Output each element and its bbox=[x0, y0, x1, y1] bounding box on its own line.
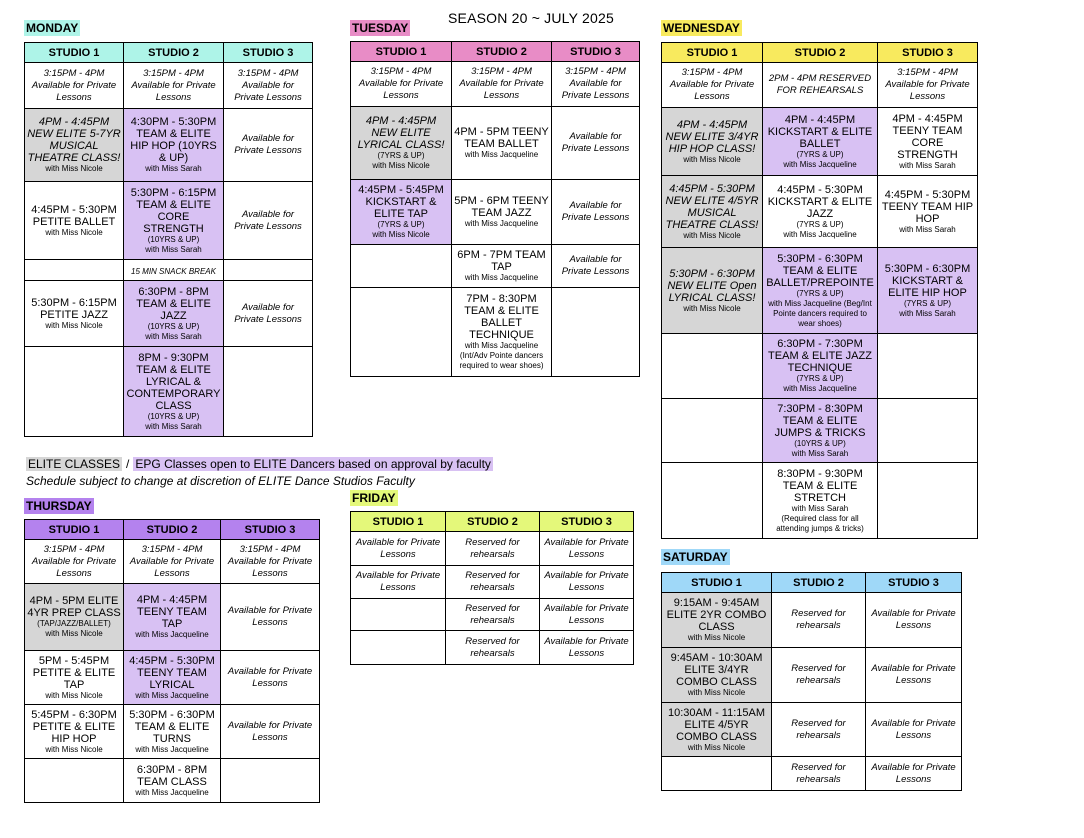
class-cell: Reserved for rehearsals bbox=[446, 599, 540, 631]
tuesday-table bbox=[350, 41, 640, 377]
class-cell: 9:45AM - 10:30AM ELITE 3/4YR COMBO CLASS with Miss Nicole bbox=[662, 648, 772, 703]
class-cell bbox=[25, 759, 124, 803]
class-cell: 4PM - 5PM ELITE 4YR PREP CLASS (TAP/JAZZ/BALLET) with Miss Nicole bbox=[25, 584, 124, 651]
class-cell: Available for Private Lessons bbox=[540, 532, 634, 566]
class-cell: 4PM - 4:45PM TEENY TEAM TAP with Miss Jacqueline bbox=[124, 584, 221, 651]
class-cell: 3:15PM - 4PM Available for Private Lessons bbox=[25, 63, 124, 109]
class-cell: 10:30AM - 11:15AM ELITE 4/5YR COMBO CLASS with Miss Nicole bbox=[662, 703, 772, 757]
class-cell: 4:45PM - 5:30PM PETITE BALLET with Miss Nicole bbox=[25, 182, 124, 260]
class-cell: 4PM - 5PM TEENY TEAM BALLET with Miss Jacqueline bbox=[452, 107, 552, 180]
class-cell: 3:15PM - 4PM Available for Private Lessons bbox=[224, 63, 313, 109]
schedule-note: Schedule subject to change at discretion of ELITE Dance Studios Faculty bbox=[26, 474, 415, 488]
class-cell: 3:15PM - 4PM Available for Private Lessons bbox=[552, 62, 640, 107]
class-cell bbox=[351, 288, 452, 377]
class-cell: 7PM - 8:30PM TEAM & ELITE BALLET TECHNIQUE with Miss Jacqueline (Int/Adv Pointe dancers required to wear shoes) bbox=[452, 288, 552, 377]
class-cell: 3:15PM - 4PM Available for Private Lessons bbox=[221, 540, 320, 584]
class-cell: 4:45PM - 5:45PM KICKSTART & ELITE TAP (7YRS & UP) with Miss Nicole bbox=[351, 180, 452, 245]
class-cell: 8:30PM - 9:30PM TEAM & ELITE STRETCH with Miss Sarah (Required class for all attending jumps & tricks) bbox=[763, 463, 878, 539]
studio-3-header: STUDIO 3 bbox=[552, 42, 640, 62]
class-cell: 5:30PM - 6:30PM KICKSTART & ELITE HIP HOP (7YRS & UP) with Miss Sarah bbox=[878, 248, 978, 334]
class-cell: 3:15PM - 4PM Available for Private Lessons bbox=[351, 62, 452, 107]
class-cell: 8PM - 9:30PM TEAM & ELITE LYRICAL & CONTEMPORARY CLASS (10YRS & UP) with Miss Sarah bbox=[124, 347, 224, 437]
class-cell: 6:30PM - 8PM TEAM & ELITE JAZZ (10YRS & UP) with Miss Sarah bbox=[124, 281, 224, 347]
legend-separator: / bbox=[126, 457, 130, 471]
class-cell: 2PM - 4PM RESERVED FOR REHEARSALS bbox=[763, 63, 878, 108]
class-cell: Available for Private Lessons bbox=[351, 532, 446, 566]
class-cell bbox=[552, 288, 640, 377]
legend bbox=[26, 457, 493, 471]
tuesday-label: TUESDAY bbox=[352, 21, 409, 35]
class-cell: 5PM - 6PM TEENY TEAM JAZZ with Miss Jacqueline bbox=[452, 180, 552, 245]
class-cell bbox=[878, 334, 978, 399]
class-cell bbox=[662, 757, 772, 791]
studio-2-header: STUDIO 2 bbox=[452, 42, 552, 62]
studio-1-header: STUDIO 1 bbox=[25, 520, 124, 540]
class-cell: Reserved for rehearsals bbox=[772, 757, 866, 791]
class-cell: Available for Private Lessons bbox=[221, 705, 320, 759]
class-cell: 3:15PM - 4PM Available for Private Lessons bbox=[662, 63, 763, 108]
class-cell: 4PM - 4:45PM NEW ELITE LYRICAL CLASS! (7YRS & UP) with Miss Nicole bbox=[351, 107, 452, 180]
class-cell: 5:30PM - 6:30PM TEAM & ELITE BALLET/PREPOINTE (7YRS & UP) with Miss Jacqueline (Beg/Int Pointe dancers required to wear shoes) bbox=[763, 248, 878, 334]
studio-2-header: STUDIO 2 bbox=[446, 512, 540, 532]
thursday-label: THURSDAY bbox=[26, 499, 92, 513]
class-cell: 5:30PM - 6:30PM NEW ELITE Open LYRICAL CLASS! with Miss Nicole bbox=[662, 248, 763, 334]
class-cell: Available for Private Lessons bbox=[866, 648, 962, 703]
class-cell: Reserved for rehearsals bbox=[446, 631, 540, 665]
class-cell: 4:45PM - 5:30PM KICKSTART & ELITE JAZZ (7YRS & UP) with Miss Jacqueline bbox=[763, 176, 878, 248]
saturday-label: SATURDAY bbox=[663, 550, 728, 564]
class-cell: 4PM - 4:45PM KICKSTART & ELITE BALLET (7YRS & UP) with Miss Jacqueline bbox=[763, 108, 878, 176]
page-title: SEASON 20 ~ JULY 2025 bbox=[448, 10, 614, 26]
class-cell: 6:30PM - 7:30PM TEAM & ELITE JAZZ TECHNIQUE (7YRS & UP) with Miss Jacqueline bbox=[763, 334, 878, 399]
class-cell: Available for Private Lessons bbox=[540, 566, 634, 599]
friday-label: FRIDAY bbox=[352, 491, 396, 505]
class-cell: 4:45PM - 5:30PM TEENY TEAM LYRICAL with Miss Jacqueline bbox=[124, 651, 221, 705]
class-cell bbox=[878, 463, 978, 539]
class-cell bbox=[351, 245, 452, 288]
studio-1-header: STUDIO 1 bbox=[662, 573, 772, 593]
class-cell: 5:45PM - 6:30PM PETITE & ELITE HIP HOP with Miss Nicole bbox=[25, 705, 124, 759]
legend-epg: EPG Classes open to ELITE Dancers based on approval by faculty bbox=[135, 457, 491, 471]
class-cell: 3:15PM - 4PM Available for Private Lessons bbox=[452, 62, 552, 107]
class-cell: Available for Private Lessons bbox=[552, 107, 640, 180]
class-cell: Available for Private Lessons bbox=[351, 566, 446, 599]
class-cell: 4:30PM - 5:30PM TEAM & ELITE HIP HOP (10YRS & UP) with Miss Sarah bbox=[124, 109, 224, 182]
class-cell bbox=[351, 599, 446, 631]
monday-label: MONDAY bbox=[26, 21, 79, 35]
class-cell: 9:15AM - 9:45AM ELITE 2YR COMBO CLASS with Miss Nicole bbox=[662, 593, 772, 648]
class-cell bbox=[662, 399, 763, 463]
studio-1-header: STUDIO 1 bbox=[351, 42, 452, 62]
class-cell: 6PM - 7PM TEAM TAP with Miss Jacqueline bbox=[452, 245, 552, 288]
class-cell: Available for Private Lessons bbox=[221, 584, 320, 651]
class-cell: Reserved for rehearsals bbox=[446, 532, 540, 566]
class-cell: 7:30PM - 8:30PM TEAM & ELITE JUMPS & TRICKS (10YRS & UP) with Miss Sarah bbox=[763, 399, 878, 463]
class-cell bbox=[25, 260, 124, 281]
class-cell: Available for Private Lessons bbox=[224, 182, 313, 260]
class-cell: 4PM - 4:45PM NEW ELITE 5-7YR MUSICAL THEATRE CLASS! with Miss Nicole bbox=[25, 109, 124, 182]
class-cell: 3:15PM - 4PM Available for Private Lessons bbox=[878, 63, 978, 108]
studio-3-header: STUDIO 3 bbox=[540, 512, 634, 532]
class-cell: 4PM - 4:45PM TEENY TEAM CORE STRENGTH with Miss Sarah bbox=[878, 108, 978, 176]
class-cell: Available for Private Lessons bbox=[224, 109, 313, 182]
wednesday-table bbox=[661, 42, 978, 539]
class-cell: Available for Private Lessons bbox=[866, 757, 962, 791]
class-cell: 3:15PM - 4PM Available for Private Lessons bbox=[25, 540, 124, 584]
studio-1-header: STUDIO 1 bbox=[25, 43, 124, 63]
class-cell: 5:30PM - 6:30PM TEAM & ELITE TURNS with Miss Jacqueline bbox=[124, 705, 221, 759]
snack-break: 15 MIN SNACK BREAK bbox=[124, 260, 224, 281]
class-cell: Available for Private Lessons bbox=[552, 245, 640, 288]
class-cell: 5PM - 5:45PM PETITE & ELITE TAP with Miss Nicole bbox=[25, 651, 124, 705]
thursday-table bbox=[24, 519, 320, 803]
legend-elite: ELITE CLASSES bbox=[28, 457, 121, 471]
class-cell: Reserved for rehearsals bbox=[772, 593, 866, 648]
studio-3-header: STUDIO 3 bbox=[221, 520, 320, 540]
class-cell: 5:30PM - 6:15PM PETITE JAZZ with Miss Nicole bbox=[25, 281, 124, 347]
class-cell bbox=[662, 463, 763, 539]
class-cell: 4:45PM - 5:30PM NEW ELITE 4/5YR MUSICAL THEATRE CLASS! with Miss Nicole bbox=[662, 176, 763, 248]
class-cell: Available for Private Lessons bbox=[552, 180, 640, 245]
class-cell: 6:30PM - 8PM TEAM CLASS with Miss Jacqueline bbox=[124, 759, 221, 803]
class-cell: Available for Private Lessons bbox=[540, 599, 634, 631]
class-cell: Available for Private Lessons bbox=[540, 631, 634, 665]
studio-1-header: STUDIO 1 bbox=[351, 512, 446, 532]
class-cell: Available for Private Lessons bbox=[866, 703, 962, 757]
studio-1-header: STUDIO 1 bbox=[662, 43, 763, 63]
class-cell: Available for Private Lessons bbox=[866, 593, 962, 648]
class-cell: 5:30PM - 6:15PM TEAM & ELITE CORE STRENGTH (10YRS & UP) with Miss Sarah bbox=[124, 182, 224, 260]
studio-3-header: STUDIO 3 bbox=[878, 43, 978, 63]
studio-2-header: STUDIO 2 bbox=[763, 43, 878, 63]
wednesday-label: WEDNESDAY bbox=[663, 21, 740, 35]
studio-2-header: STUDIO 2 bbox=[124, 520, 221, 540]
class-cell: 4:45PM - 5:30PM TEENY TEAM HIP HOP with Miss Sarah bbox=[878, 176, 978, 248]
studio-2-header: STUDIO 2 bbox=[124, 43, 224, 63]
studio-2-header: STUDIO 2 bbox=[772, 573, 866, 593]
class-cell: 3:15PM - 4PM Available for Private Lessons bbox=[124, 63, 224, 109]
saturday-table bbox=[661, 572, 962, 791]
class-cell bbox=[221, 759, 320, 803]
class-cell: 3:15PM - 4PM Available for Private Lessons bbox=[124, 540, 221, 584]
class-cell bbox=[25, 347, 124, 437]
class-cell bbox=[224, 260, 313, 281]
class-cell: Available for Private Lessons bbox=[224, 281, 313, 347]
studio-3-header: STUDIO 3 bbox=[866, 573, 962, 593]
class-cell bbox=[878, 399, 978, 463]
class-cell: 4PM - 4:45PM NEW ELITE 3/4YR HIP HOP CLASS! with Miss Nicole bbox=[662, 108, 763, 176]
friday-table bbox=[350, 511, 634, 665]
studio-3-header: STUDIO 3 bbox=[224, 43, 313, 63]
class-cell bbox=[351, 631, 446, 665]
class-cell bbox=[662, 334, 763, 399]
class-cell: Available for Private Lessons bbox=[221, 651, 320, 705]
class-cell: Reserved for rehearsals bbox=[772, 703, 866, 757]
class-cell: Reserved for rehearsals bbox=[772, 648, 866, 703]
class-cell bbox=[224, 347, 313, 437]
monday-table bbox=[24, 42, 313, 437]
class-cell: Reserved for rehearsals bbox=[446, 566, 540, 599]
